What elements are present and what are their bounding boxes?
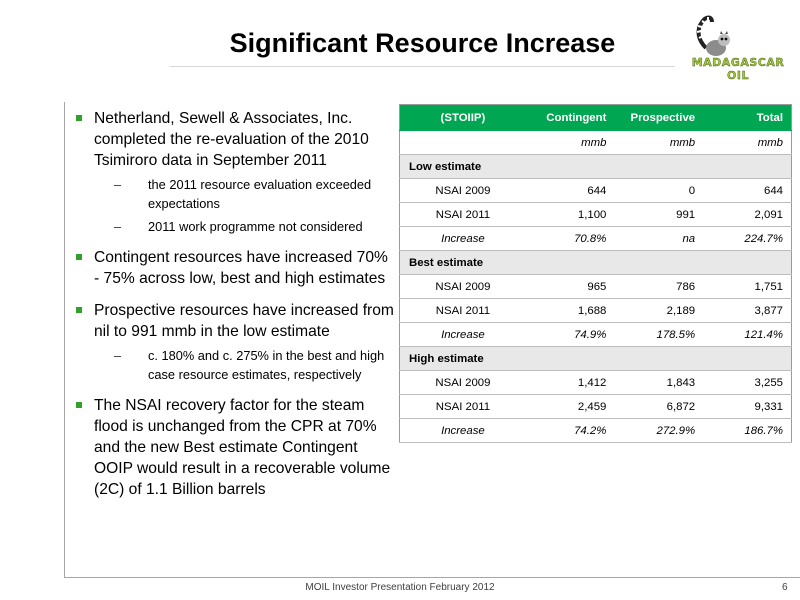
frame-bottom-line bbox=[64, 577, 800, 578]
table-cell: 1,843 bbox=[614, 371, 703, 395]
dash-icon: – bbox=[114, 177, 122, 192]
frame-left-line bbox=[64, 102, 65, 578]
table-row bbox=[400, 323, 792, 347]
table-cell: 224.7% bbox=[703, 227, 791, 251]
column-header: Total bbox=[703, 105, 791, 131]
table-cell: 74.9% bbox=[526, 323, 615, 347]
dash-icon: – bbox=[114, 348, 122, 363]
table-cell: 2,091 bbox=[703, 203, 791, 227]
table-cell: 121.4% bbox=[703, 323, 791, 347]
title-divider bbox=[170, 66, 675, 67]
bullet-text: Netherland, Sewell & Associates, Inc. completed the re-evaluation of the 2010 Tsimiroro data in September 2011 bbox=[94, 110, 369, 169]
column-header: Contingent bbox=[526, 105, 615, 131]
table-cell: 1,412 bbox=[526, 371, 615, 395]
table-cell: 965 bbox=[526, 275, 615, 299]
bullet-item bbox=[76, 300, 394, 384]
unit-cell: mmb bbox=[703, 131, 791, 155]
page-number: 6 bbox=[782, 582, 788, 593]
unit-cell: mmb bbox=[614, 131, 703, 155]
table-cell: 1,751 bbox=[703, 275, 791, 299]
row-label: NSAI 2011 bbox=[400, 395, 526, 419]
bullet-item bbox=[76, 395, 394, 500]
table-row bbox=[400, 419, 792, 443]
company-logo: MADAGASCAR OIL bbox=[691, 56, 785, 82]
dash-icon: – bbox=[114, 219, 122, 234]
row-label: NSAI 2009 bbox=[400, 275, 526, 299]
bullet-square-icon bbox=[76, 307, 82, 313]
bullet-item bbox=[76, 108, 394, 236]
bullet-square-icon bbox=[76, 402, 82, 408]
table-row bbox=[400, 371, 792, 395]
table-cell: 272.9% bbox=[614, 419, 703, 443]
sub-bullet: – c. 180% and c. 275% in the best and high case resource estimates, respectively bbox=[114, 348, 385, 382]
table-cell: 2,459 bbox=[526, 395, 615, 419]
table-cell: 1,688 bbox=[526, 299, 615, 323]
table-cell: na bbox=[614, 227, 703, 251]
bullet-text: Prospective resources have increased from nil to 991 mmb in the low estimate bbox=[94, 302, 394, 340]
page-title: Significant Resource Increase bbox=[229, 28, 616, 58]
table-row bbox=[400, 227, 792, 251]
table-cell: 6,872 bbox=[614, 395, 703, 419]
table-cell: 644 bbox=[703, 179, 791, 203]
table-row bbox=[400, 395, 792, 419]
table-cell: 3,877 bbox=[703, 299, 791, 323]
table-row bbox=[400, 203, 792, 227]
table-header-row bbox=[400, 105, 792, 131]
row-label: NSAI 2009 bbox=[400, 179, 526, 203]
bullet-text: Contingent resources have increased 70% - 75% across low, best and high estimates bbox=[94, 249, 388, 287]
row-label: NSAI 2011 bbox=[400, 203, 526, 227]
row-label: Increase bbox=[400, 419, 526, 443]
table-row bbox=[400, 179, 792, 203]
footer-text: MOIL Investor Presentation February 2012 bbox=[305, 582, 495, 593]
section-label: Low estimate bbox=[400, 155, 526, 179]
unit-cell bbox=[400, 131, 526, 155]
sub-bullet: – the 2011 resource evaluation exceeded expectations bbox=[114, 177, 372, 211]
row-label: Increase bbox=[400, 323, 526, 347]
table-cell: 991 bbox=[614, 203, 703, 227]
section-row-best bbox=[400, 251, 792, 275]
table-cell: 9,331 bbox=[703, 395, 791, 419]
row-label: NSAI 2009 bbox=[400, 371, 526, 395]
section-label: High estimate bbox=[400, 347, 526, 371]
section-row-low bbox=[400, 155, 792, 179]
resource-table bbox=[399, 104, 792, 443]
table-cell: 74.2% bbox=[526, 419, 615, 443]
sub-bullet: – 2011 work programme not considered bbox=[114, 219, 363, 234]
table-cell: 178.5% bbox=[614, 323, 703, 347]
table-cell: 786 bbox=[614, 275, 703, 299]
table-cell: 186.7% bbox=[703, 419, 791, 443]
unit-cell: mmb bbox=[526, 131, 615, 155]
row-label: NSAI 2011 bbox=[400, 299, 526, 323]
table-cell: 644 bbox=[526, 179, 615, 203]
table-cell: 3,255 bbox=[703, 371, 791, 395]
table-cell: 2,189 bbox=[614, 299, 703, 323]
table-cell: 70.8% bbox=[526, 227, 615, 251]
column-header: Prospective bbox=[614, 105, 703, 131]
bullet-item bbox=[76, 247, 394, 289]
section-label: Best estimate bbox=[400, 251, 526, 275]
table-row bbox=[400, 275, 792, 299]
units-row bbox=[400, 131, 792, 155]
row-label: Increase bbox=[400, 227, 526, 251]
column-header: (STOIIP) bbox=[400, 105, 526, 131]
section-row-high bbox=[400, 347, 792, 371]
table-row bbox=[400, 299, 792, 323]
bullet-list bbox=[76, 108, 394, 511]
bullet-square-icon bbox=[76, 254, 82, 260]
table-cell: 0 bbox=[614, 179, 703, 203]
bullet-text: The NSAI recovery factor for the steam flood is unchanged from the CPR at 70% and the new Best estimate Contingent OOIP would result in a recoverable volume (2C) of 1.1 Billion barrels bbox=[94, 397, 391, 498]
bullet-square-icon bbox=[76, 115, 82, 121]
table-cell: 1,100 bbox=[526, 203, 615, 227]
